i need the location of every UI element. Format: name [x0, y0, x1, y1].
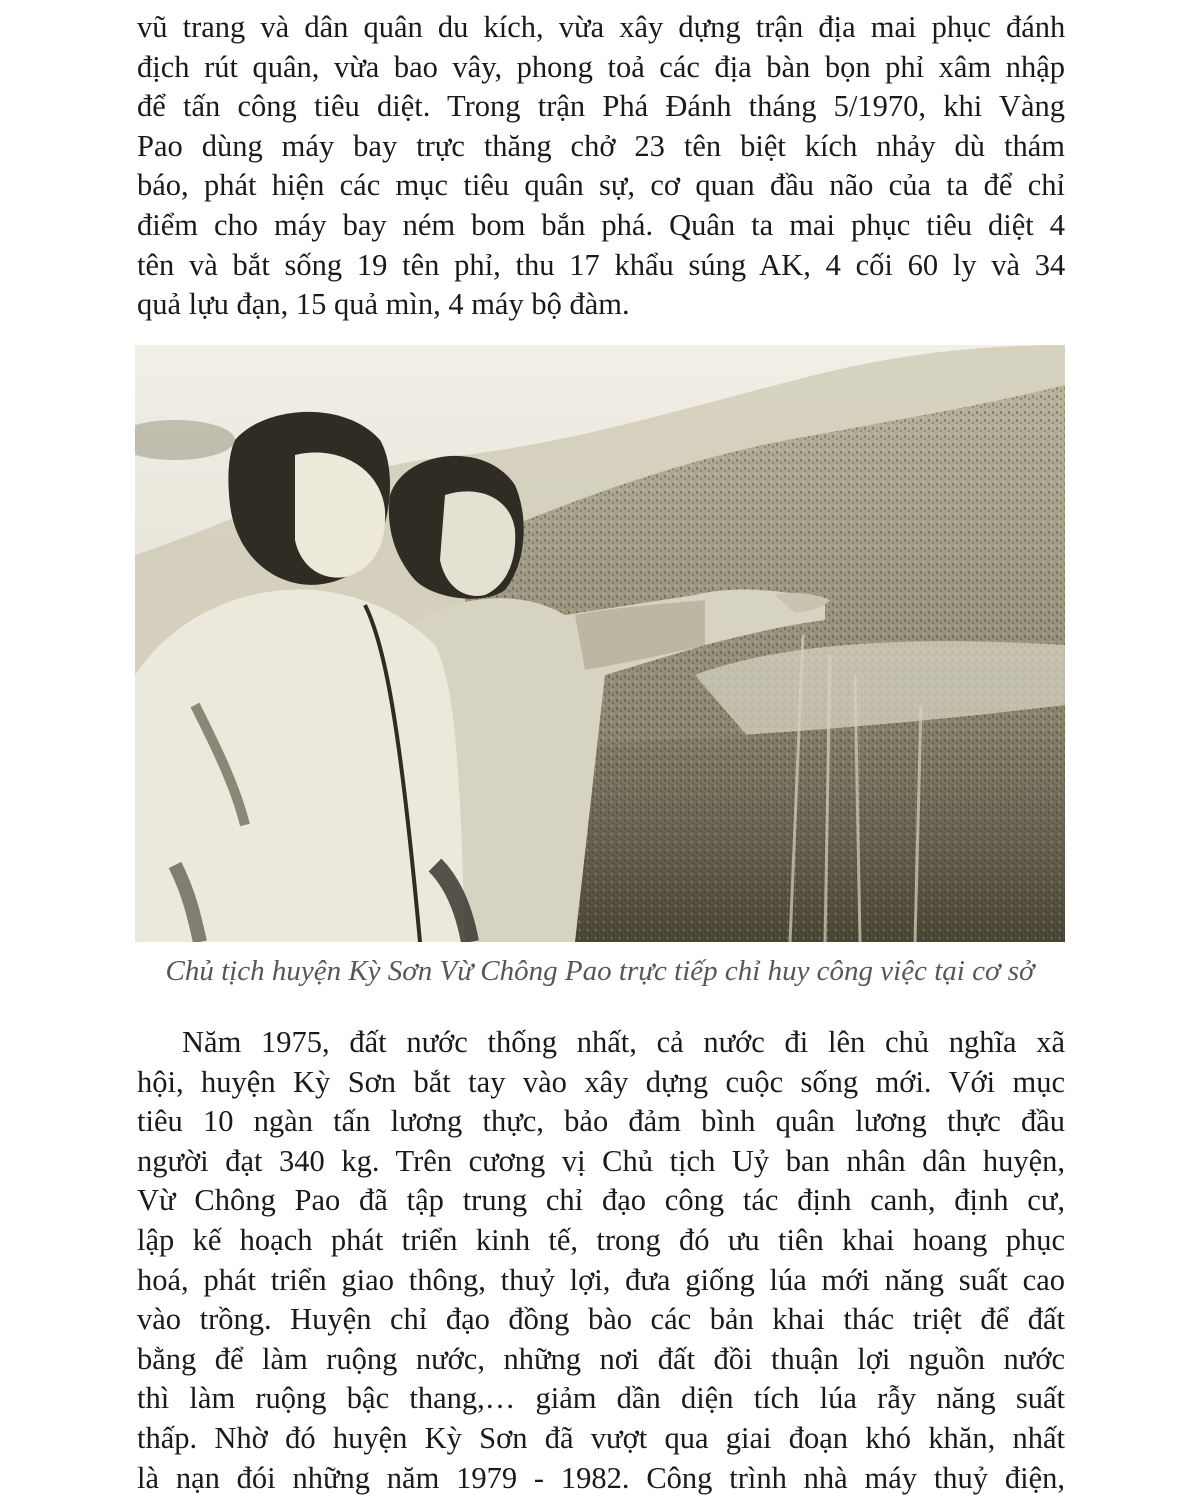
text-line: Pao dùng máy bay trực thăng chở 23 tên biệt kích nhảy dù thám [137, 128, 1065, 163]
text-line: tiêu 10 ngàn tấn lương thực, bảo đảm bình quân lương thực đầu [137, 1104, 1065, 1139]
body-paragraph-2 [137, 1023, 1065, 1498]
text-line: quả lựu đạn, 15 quả mìn, 4 máy bộ đàm. [137, 287, 630, 322]
text-line: thấp. Nhờ đó huyện Kỳ Sơn đã vượt qua giai đoạn khó khăn, nhất [137, 1420, 1065, 1455]
text-line: người đạt 340 kg. Trên cương vị Chủ tịch Uỷ ban nhân dân huyện, [137, 1143, 1065, 1178]
text-line: Vừ Chông Pao đã tập trung chỉ đạo công tác định canh, định cư, [137, 1183, 1065, 1218]
text-line: bằng để làm ruộng nước, những nơi đất đồi thuận lợi nguồn nước [137, 1341, 1065, 1376]
text-line: địch rút quân, vừa bao vây, phong toả các địa bàn bọn phỉ xâm nhập [137, 49, 1066, 84]
photo-illustration [135, 345, 1065, 942]
text-line: là nạn đói những năm 1979 - 1982. Công trình nhà máy thuỷ điện, [137, 1460, 1065, 1495]
photo-caption: Chủ tịch huyện Kỳ Sơn Vừ Chông Pao trực tiếp chỉ huy công việc tại cơ sở [165, 955, 1035, 987]
text-line: hoá, phát triển giao thông, thuỷ lợi, đưa giống lúa mới năng suất cao [137, 1262, 1065, 1297]
text-line: để tấn công tiêu diệt. Trong trận Phá Đánh tháng 5/1970, khi Vàng [137, 89, 1065, 124]
text-line: điểm cho máy bay ném bom bắn phá. Quân ta mai phục tiêu diệt 4 [137, 207, 1065, 242]
historical-photo [135, 345, 1065, 942]
text-line: tên và bắt sống 19 tên phỉ, thu 17 khẩu súng AK, 4 cối 60 ly và 34 [137, 247, 1066, 282]
text-line: thì làm ruộng bậc thang,… giảm dần diện tích lúa rẫy năng suất [137, 1381, 1065, 1416]
text-line: hội, huyện Kỳ Sơn bắt tay vào xây dựng cuộc sống mới. Với mục [137, 1064, 1065, 1099]
text-line: Năm 1975, đất nước thống nhất, cả nước đi lên chủ nghĩa xã [182, 1025, 1065, 1059]
text-line: vào trồng. Huyện chỉ đạo đồng bào các bản khai thác triệt để đất [137, 1302, 1065, 1337]
text-line: báo, phát hiện các mục tiêu quân sự, cơ quan đầu não của ta để chỉ [137, 168, 1065, 203]
text-line: lập kế hoạch phát triển kinh tế, trong đó ưu tiên khai hoang phục [137, 1222, 1065, 1257]
text-line: vũ trang và dân quân du kích, vừa xây dựng trận địa mai phục đánh [137, 10, 1066, 44]
body-paragraph-1 [137, 8, 1065, 325]
